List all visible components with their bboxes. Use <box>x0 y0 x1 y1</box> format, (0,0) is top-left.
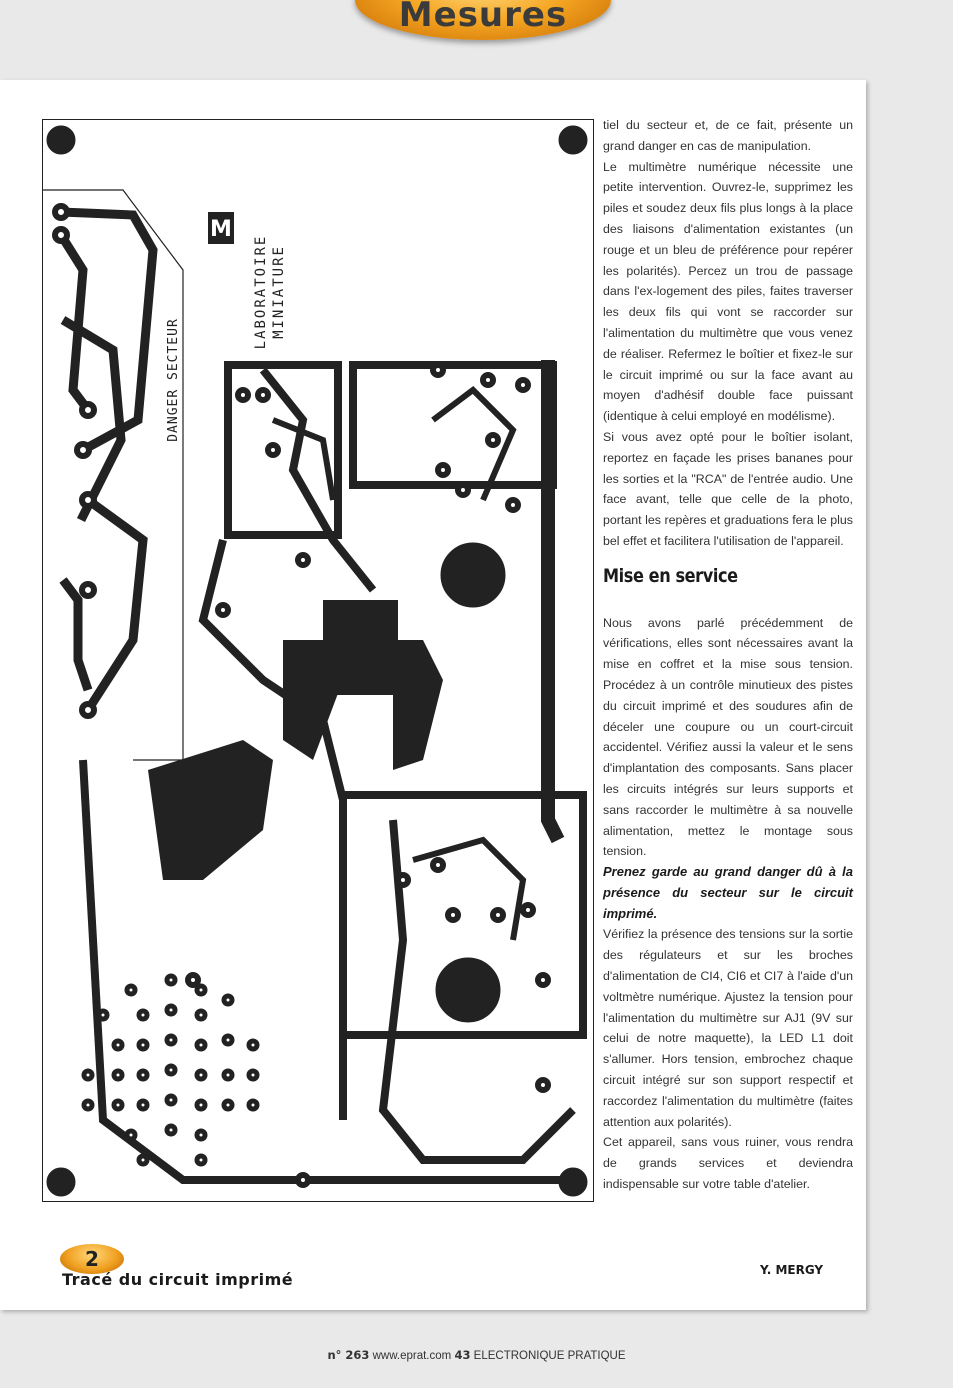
paragraph: Le multimètre numérique nécessite une petite intervention. Ouvrez-le, supprimez les piles et soudez deux fils plus longs à la place des liaisons d'alimentation existantes (un rouge et un bleu de préférence pour repérer les polarités). Percez un trou de passage dans l'ex-logement des piles, faites traverser les deux fils qui vont se raccorder sur l'alimentation du multimètre que vous venez de réaliser. Refermez le boîtier et fixez-le sur le circuit imprimé ou sur la face avant au moyen d'adhésif double face puissant (identique à celui employé en modélisme). <box>603 159 853 424</box>
page-footer <box>0 1348 953 1362</box>
pcb-label-lab-line2: MINIATURE <box>271 245 287 339</box>
figure-caption: Tracé du circuit imprimé <box>62 1270 294 1289</box>
section-title: Mesures <box>398 0 568 35</box>
footer-page-number: 43 <box>454 1348 471 1362</box>
section-heading: Mise en service <box>603 564 738 587</box>
speaker-hole-pattern <box>84 976 257 1164</box>
lab-logo-letter: M <box>210 217 232 242</box>
footer-url: www.eprat.com <box>372 1350 452 1362</box>
paragraph: Vérifiez la présence des tensions sur la sortie des régulateurs et sur les broches d'alimentation de CI4, CI6 et CI7 à l'aide d'un voltmètre numérique. Ajustez la tension pour l'alimentation du multimètre sur AJ1 (9V sur celui de notre maquette), la LED L1 doit s'allumer. Hors tension, embrochez chaque circuit intégré sur son support respectif et raccordez l'alimentation du multimètre (faites attention aux polarités). <box>603 927 853 1129</box>
pcb-large-pad <box>441 543 505 607</box>
author: Y. MERGY <box>760 1263 824 1277</box>
article-column <box>603 115 853 1195</box>
warning-text: Prenez garde au grand danger dû à la présence du secteur sur le circuit imprimé. <box>603 864 853 921</box>
footer-issue: n° 263 <box>327 1348 370 1362</box>
figure-number-badge: 2 <box>60 1244 124 1274</box>
pcb-traces <box>43 120 593 1201</box>
pcb-label-danger: DANGER SECTEUR <box>166 318 181 442</box>
pcb-large-pad <box>436 958 500 1022</box>
footer-magazine: ELECTRONIQUE PRATIQUE <box>473 1350 626 1362</box>
paragraph: tiel du secteur et, de ce fait, présente un grand danger en cas de manipulation. <box>603 118 853 153</box>
mount-hole <box>47 1168 75 1196</box>
paragraph: Si vous avez opté pour le boîtier isolant, reportez en façade les prises bananes pour les sorties et la "RCA" de l'entrée audio. Une face avant, telle que celle de la photo, portant les repères et graduations fera le plus bel effet et facilitera l'utilisation de l'appareil. <box>603 429 853 548</box>
mount-hole <box>559 126 587 154</box>
section-badge <box>355 0 611 40</box>
paragraph: Nous avons parlé précédemment de vérifications, elles sont nécessaires avant la mise en coffret et la mise sous tension. Procédez à un contrôle minutieux des pistes du circuit imprimé et des soudures afin de déceler une coupure ou un court-circuit accidentel. Vérifiez aussi la valeur et le sens d'implantation des composants. Sans placer les circuits intégrés sur leurs supports et sans raccorder le multimètre à sa nouvelle alimentation, mettez le montage sous tension. <box>603 615 853 859</box>
paragraph: Cet appareil, sans vous ruiner, vous rendra de grands services et deviendra indispensable sur votre table d'atelier. <box>603 1135 853 1192</box>
mount-hole <box>559 1168 587 1196</box>
pcb-label-lab-line1: LABORATOIRE <box>253 234 269 350</box>
mount-hole <box>47 126 75 154</box>
pcb-layout-figure <box>42 119 594 1202</box>
